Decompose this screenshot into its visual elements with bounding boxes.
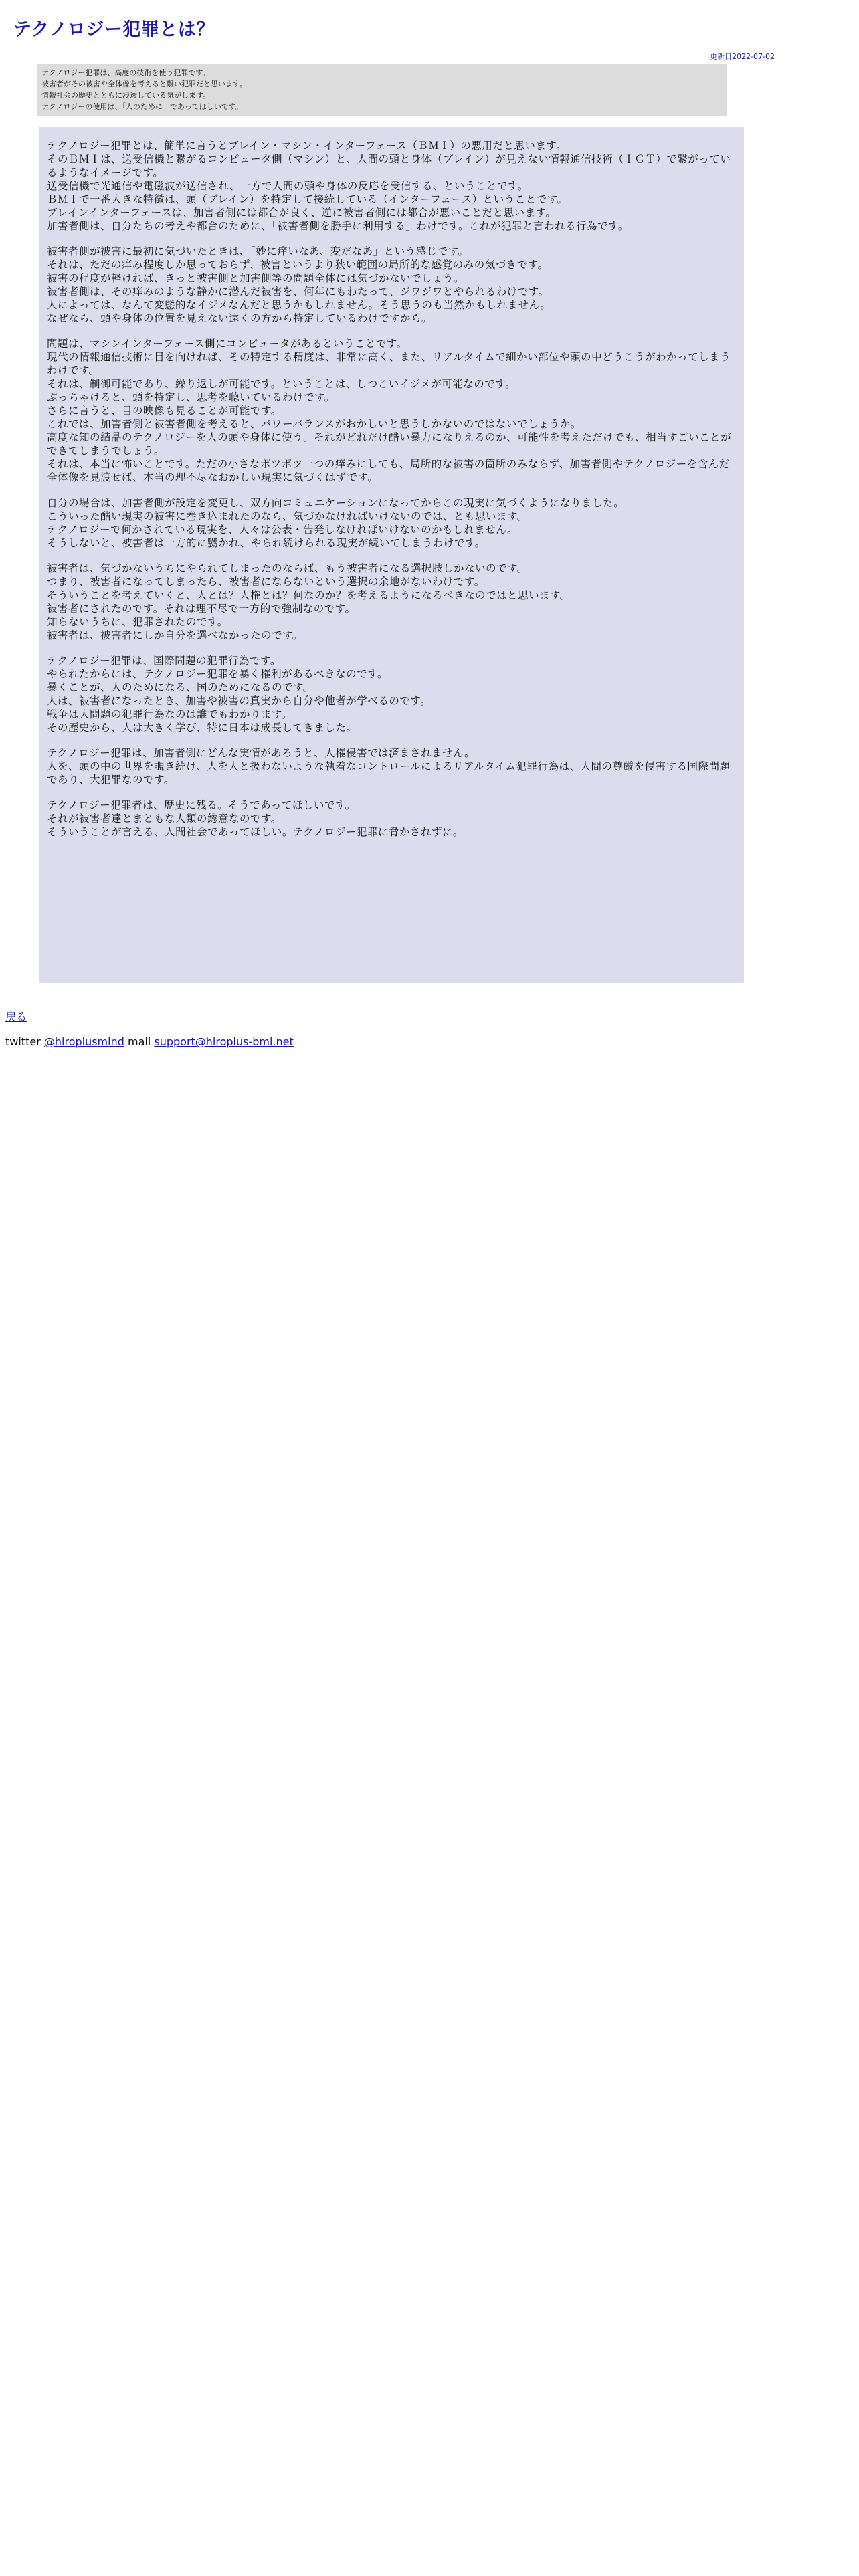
paragraph-line: これでは、加害者側と被害者側を考えると、パワーバランスがおかしいと思うしかないのではないでしょうか。 <box>47 418 581 430</box>
paragraph-line: 知らないうちに、犯罪されたのです。 <box>47 616 228 628</box>
summary-box <box>37 64 727 116</box>
paragraph-line: そうしないと、被害者は一方的に嬲かれ、やられ続けられる現実が続いてしまうわけです。 <box>47 537 486 549</box>
paragraph-line: ブレインインターフェースは、加害者側には都合が良く、逆に被害者側には都合が悪いことだと思います。 <box>47 207 557 219</box>
paragraph-line: テクノロジーで何かされている現実を、人々は公表・告発しなければいけないのかもしれません。 <box>47 524 518 536</box>
mail-link[interactable]: support@hiroplus-bmi.net <box>154 1035 294 1048</box>
paragraph-line: それは、ただの痒み程度しか思っておらず、被害というより狭い範囲の局所的な感覚のみの気づきです。 <box>47 259 549 271</box>
mail-label: mail <box>127 1035 151 1048</box>
paragraph-line: なぜなら、頭や身体の位置を見えない遠くの方から特定しているわけですから。 <box>47 312 433 324</box>
paragraph <box>47 337 736 484</box>
paragraph-line: それが被害者達とまともな人類の総意なのです。 <box>47 813 282 825</box>
paragraph-line: その歴史から、人は大きく学び、特に日本は成長してきました。 <box>47 722 357 734</box>
paragraph-line: 被害者側が被害に最初に気づいたときは、「妙に痒いなあ、変だなあ」という感じです。 <box>47 245 469 257</box>
paragraph-line: やられたからには、テクノロジー犯罪を暴く権利があるべきなのです。 <box>47 668 388 680</box>
paragraph-line: 人は、被害者になったとき、加害や被害の真実から自分や他者が学べるのです。 <box>47 695 432 707</box>
paragraph <box>47 654 736 734</box>
twitter-label: twitter <box>5 1035 41 1048</box>
paragraph <box>47 798 736 839</box>
paragraph-line: つまり、被害者になってしまったら、被害者にならないという選択の余地がないわけです。 <box>47 576 485 588</box>
paragraph-line: ＢＭＩで一番大きな特徴は、頭（ブレイン）を特定して接続している（インターフェース）ということです。 <box>47 193 568 205</box>
paragraph-line: 被害の程度が軽ければ、きっと被害側と加害側等の問題全体には気づかないでしょう。 <box>47 272 465 284</box>
contact-line <box>5 1035 294 1048</box>
paragraph-line: テクノロジー犯罪は、加害者側にどんな実情があろうと、人権侵害では済まされません。 <box>47 747 476 759</box>
paragraph <box>47 746 736 786</box>
paragraph-line: さらに言うと、目の映像も見ることが可能です。 <box>47 405 282 417</box>
paragraph-line: 送受信機で光通信や電磁波が送信され、一方で人間の頭や身体の反応を受信する、ということです。 <box>47 180 529 192</box>
paragraph-line: それは、制御可能であり、繰り返しが可能です。ということは、しつこいイジメが可能なのです。 <box>47 378 516 390</box>
paragraph-line: テクノロジー犯罪とは、簡単に言うとブレイン・マシン・インターフェース（ＢＭＩ）の悪用だと思います。 <box>47 140 567 152</box>
updated-date: 更新日2022-07-02 <box>710 52 775 61</box>
paragraph-line: 加害者側は、自分たちの考えや都合のために、「被害者側を勝手に利用する」わけです。これが犯罪と言われる行為です。 <box>47 220 629 232</box>
paragraph-line: 現代の情報通信技術に目を向ければ、その特定する精度は、非常に高く、また、リアルタイムで細かい部位や頭の中どうこうがわかってしまうわけです。 <box>47 351 731 377</box>
paragraph-line: テクノロジー犯罪者は、歴史に残る。そうであってほしいです。 <box>47 799 356 811</box>
paragraph-line: そのＢＭＩは、送受信機と繋がるコンピュータ側（マシン）と、人間の頭と身体（ブレイン）が見えない情報通信技術（ＩＣＴ）で繋がっているようなイメージです。 <box>47 153 731 179</box>
summary-line: テクノロジー犯罪は、高度の技術を使う犯罪です。 <box>41 68 210 77</box>
summary-line: テクノロジーの使用は、「人のために」であってほしいです。 <box>41 102 243 111</box>
back-link[interactable]: 戻る <box>5 1010 27 1023</box>
paragraph-line: そういうことを考えていくと、人とは？人権とは？何なのか？を考えるようになるべきなのではと思います。 <box>47 589 571 601</box>
paragraph <box>47 562 736 642</box>
paragraph-line: 問題は、マシンインターフェース側にコンピュータがあるということです。 <box>47 338 407 350</box>
paragraph-line: 自分の場合は、加害者側が設定を変更し、双方向コミュニケーションになってからこの現実に気づくようになりました。 <box>47 497 625 509</box>
paragraph-line: テクノロジー犯罪は、国際問題の犯罪行為です。 <box>47 655 281 667</box>
paragraph-line: 人を、頭の中の世界を覗き続け、人を人と扱わないような執着なコントロールによるリアルタイム犯罪行為は、人間の尊厳を侵害する国際問題であり、大犯罪なのです。 <box>47 760 731 786</box>
paragraph-line: それは、本当に怖いことです。ただの小さなポツポツ一つの痒みにしても、局所的な被害の箇所のみならず、加害者側やテクノロジーを含んだ全体像を見渡せば、本当の理不尽なおかしい現実に気づくはずです。 <box>47 458 730 484</box>
paragraph-line: そういうことが言える、人間社会であってほしい。テクノロジー犯罪に脅かされずに。 <box>47 826 464 838</box>
main-content-box <box>39 127 744 983</box>
paragraph-line: 被害者側は、その痒みのような静かに潜んだ被害を、何年にもわたって、ジワジワとやられるわけです。 <box>47 286 549 298</box>
summary-line: 情報社会の歴史とともに浸透している気がします。 <box>41 91 211 100</box>
summary-line: 被害者がその被害や全体像を考えると難い犯罪だと思います。 <box>41 80 248 88</box>
paragraph <box>47 496 736 550</box>
page-title: テクノロジー犯罪とは？ <box>13 19 215 40</box>
twitter-link[interactable]: @hiroplusmind <box>43 1035 124 1048</box>
paragraph-line: 人によっては、なんて変態的なイジメなんだと思うかもしれません。そう思うのも当然かもしれません。 <box>47 299 551 311</box>
paragraph-line: 被害者は、被害者にしか自分を選べなかったのです。 <box>47 629 303 641</box>
paragraph-line: 暴くことが、人のためになる、国のためになるのです。 <box>47 681 314 693</box>
paragraph-line: ぶっちゃけると、頭を特定し、思考を聴いているわけです。 <box>47 391 335 403</box>
paragraph-line: 被害者は、気づかないうちにやられてしまったのならば、もう被害者になる選択肢しかないのです。 <box>47 562 528 574</box>
paragraph-line: 被害者にされたのです。それは理不尽で一方的で強制なのです。 <box>47 603 356 615</box>
paragraph-line: 戦争は大問題の犯罪行為なのは誰でもわかります。 <box>47 708 292 720</box>
paragraph <box>47 245 736 325</box>
paragraph-line: こういった酷い現実の被害に巻き込まれたのなら、気づかなければいけないのでは、とも思います。 <box>47 510 528 522</box>
paragraph <box>47 139 736 233</box>
paragraph-line: 高度な知の結晶のテクノロジーを人の頭や身体に使う。それがどれだけ酷い暴力になりえるのか、可能性を考えただけでも、相当すごいことができてしまうでしょう。 <box>47 431 732 457</box>
